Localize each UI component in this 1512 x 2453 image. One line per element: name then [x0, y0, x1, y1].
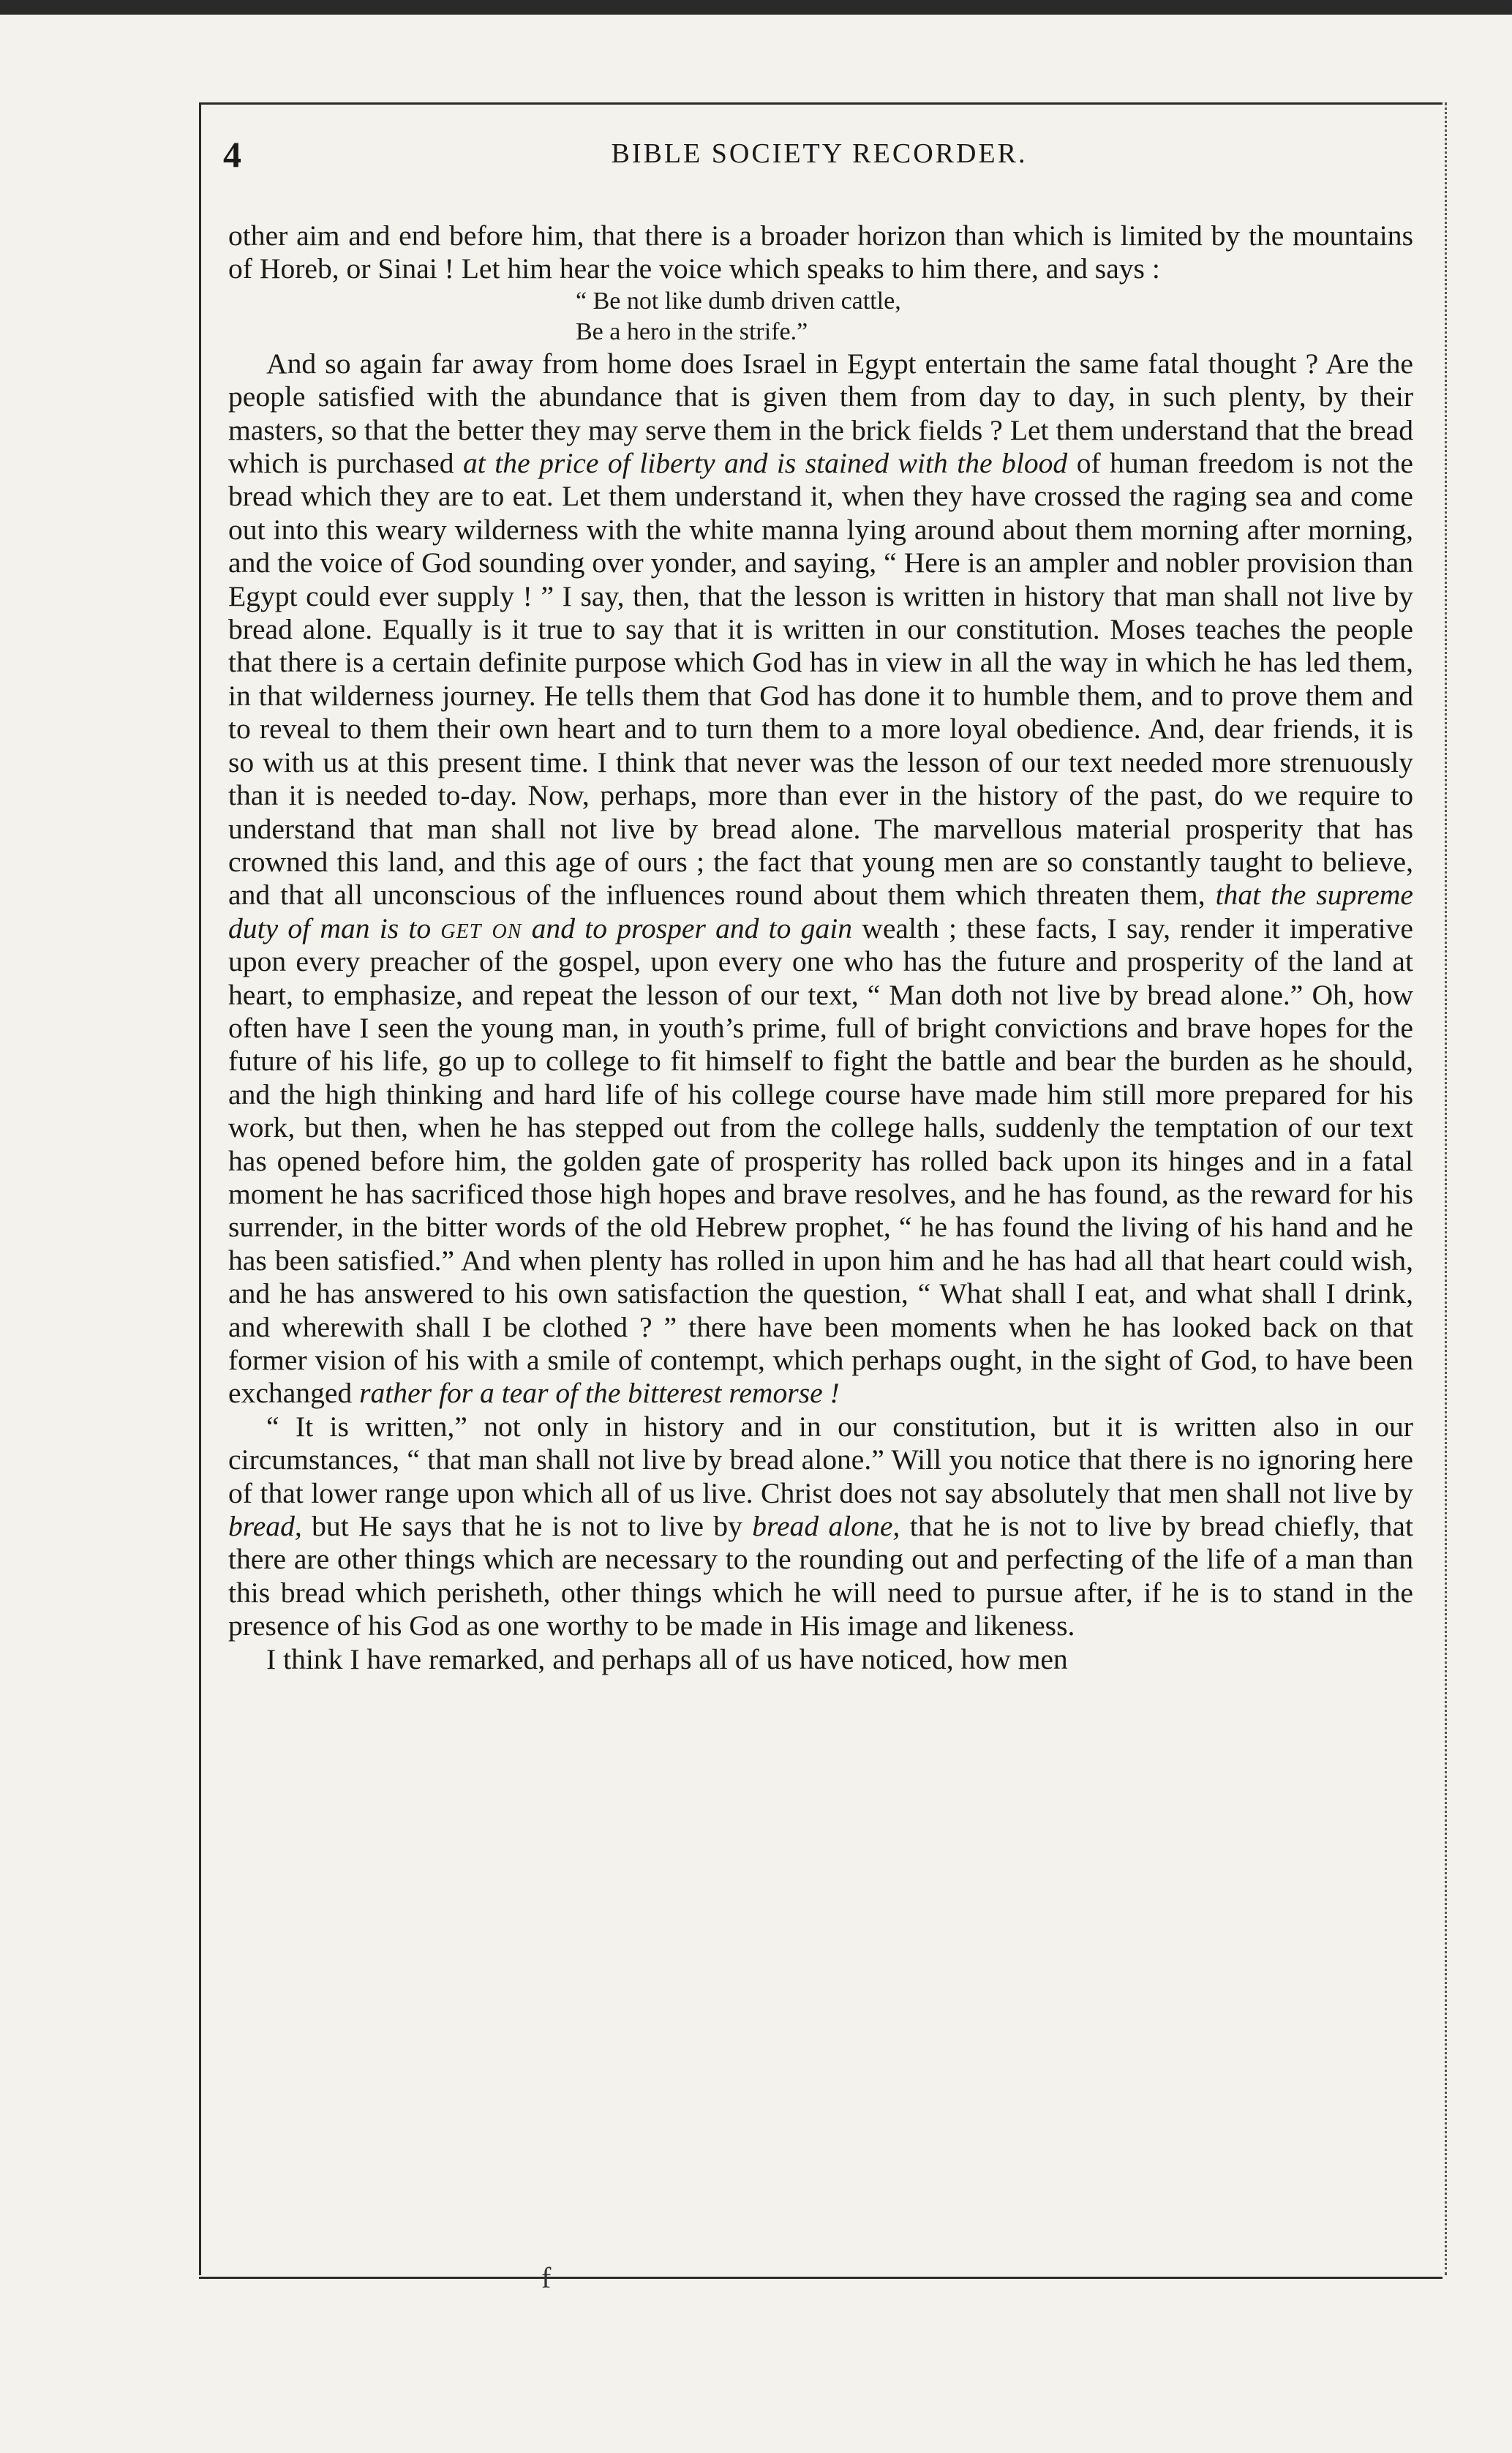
page-frame-left-rule — [199, 102, 201, 2275]
paragraph-1: other aim and end before him, that there is a broader horizon than which is limited by the mountains of Horeb, or Sinai ! Let him hear the voice which speaks to him there, and says : — [228, 219, 1413, 285]
paragraph-3-text-e: that he is not to live by bread chiefly, that there are other things which are necessary to the rounding out and perfecting of the life of a man than this bread which perisheth, other things which he will need to pursue after, if he is to stand in the presence of his God as one worthy to be made in His image and likeness. — [228, 1510, 1413, 1642]
paragraph-2-italic-f: and to prosper and to gain — [522, 912, 853, 944]
verse-line-2: Be a hero in the strife.” — [576, 318, 808, 345]
page-header — [223, 133, 1415, 177]
paragraph-2-italic-b: at the price of liberty and is stained with the blood — [463, 447, 1068, 480]
paragraph-3 — [228, 1410, 1413, 1643]
paragraph-4: I think I have remarked, and perhaps all of us have noticed, how men — [266, 1642, 1068, 1675]
paragraph-3-text-c: but He says that he is not to live by — [301, 1510, 753, 1543]
paragraph-2-italic-h: rather for a tear of the bitterest remorse ! — [359, 1377, 840, 1410]
paragraph-2 — [228, 348, 1413, 1410]
paragraph-2-text-g: wealth ; these facts, I say, render it imperative upon every preacher of the gospel, upon every one who has the future and prosperity of the land at heart, to emphasize, and repeat the lesson of our text, “ Man doth not live by bread alone.” Oh, how often have I seen the young man, in youth’s prime, full of bright convictions and brave hopes for the future of his life, go up to college to fit himself to fight the battle and bear the burden as he should, and the high thinking and hard life of his college course have made him still more prepared for his work, but then, when he has stepped out from the college halls, suddenly the temptation of our text has opened before him, the golden gate of prosperity has rolled back upon its hinges and in a fatal moment he has sacrificed those high hopes and brave resolves, and he has found, as the reward for his surrender, in the bitter words of the old Hebrew prophet, “ he has found the living of his hand and he has been satisfied.” And when plenty has rolled in upon him and he has had all that heart could wish, and he has answered to his own satisfaction the question, “ What shall I eat, and what shall I drink, and wherewith shall I be clothed ? ” there have been moments when he has looked back on that former vision of his with a smile of contempt, which perhaps ought, in the sight of God, to have been exchanged — [228, 912, 1413, 1410]
footer-mark: f — [541, 2261, 552, 2294]
page-frame-right-rule — [1445, 102, 1447, 2275]
running-title: BIBLE SOCIETY RECORDER. — [611, 138, 1028, 169]
verse-line-1: “ Be not like dumb driven cattle, — [576, 287, 901, 315]
paragraph-2-italic-d: that the supreme duty of man is to — [228, 879, 1414, 944]
paragraph-2-smallcaps-e: get on — [440, 912, 522, 944]
top-border-bar — [0, 0, 1512, 15]
paragraph-2-text-c: of human freedom is not the bread which they are to eat. Let them understand it, when they have crossed the raging sea and come out into this weary wilderness with the white manna lying around about them morning after morning, and the voice of God sounding over yonder, and saying, “ Here is an ampler and nobler provision than Egypt could ever supply ! ” I say, then, that the lesson is written in history that man shall not live by bread alone. Equally is it true to say that it is written in our constitution. Moses teaches the people that there is a certain definite purpose which God has in view in all the way in which he has led them, in that wilderness journey. He tells them that God has done it to humble them, and to prove them and to reveal to them their own heart and to turn them to a more loyal obedience. And, dear friends, it is so with us at this present time. I think that never was the lesson of our text needed more strenuously than it is needed to-day. Now, perhaps, more than ever in the history of the past, do we require to understand that man shall not live by bread alone. The marvellous material prosperity that has crowned this land, and this age of ours ; the fact that young men are so constantly taught to believe, and that all unconscious of the influences round about them which threaten them, — [228, 447, 1413, 912]
page-frame-bottom-rule — [199, 2277, 1443, 2279]
paragraph-3-text-a: “ It is written,” not only in history and in our constitution, but it is written also in our circumstances, “ that man shall not live by bread alone.” Will you notice that there is no ignoring here of that lower range upon which all of us live. Christ does not say absolutely that men shall not live by — [228, 1410, 1413, 1509]
paragraph-3-italic-d: bread alone, — [752, 1510, 900, 1543]
page-number: 4 — [223, 134, 241, 175]
paragraph-3-italic-b: bread, — [228, 1510, 302, 1543]
page-frame-top-rule — [199, 102, 1443, 105]
article-body — [228, 219, 1413, 1676]
paragraph-2-text-a: And so again far away from home does Israel in Egypt entertain the same fatal thought ? Are the people satisfied with the abundance that is given them from day to day, in such plenty, by their masters, so that the better they may serve them in the brick fields ? Let them understand that the bread which is purchased — [228, 347, 1413, 480]
